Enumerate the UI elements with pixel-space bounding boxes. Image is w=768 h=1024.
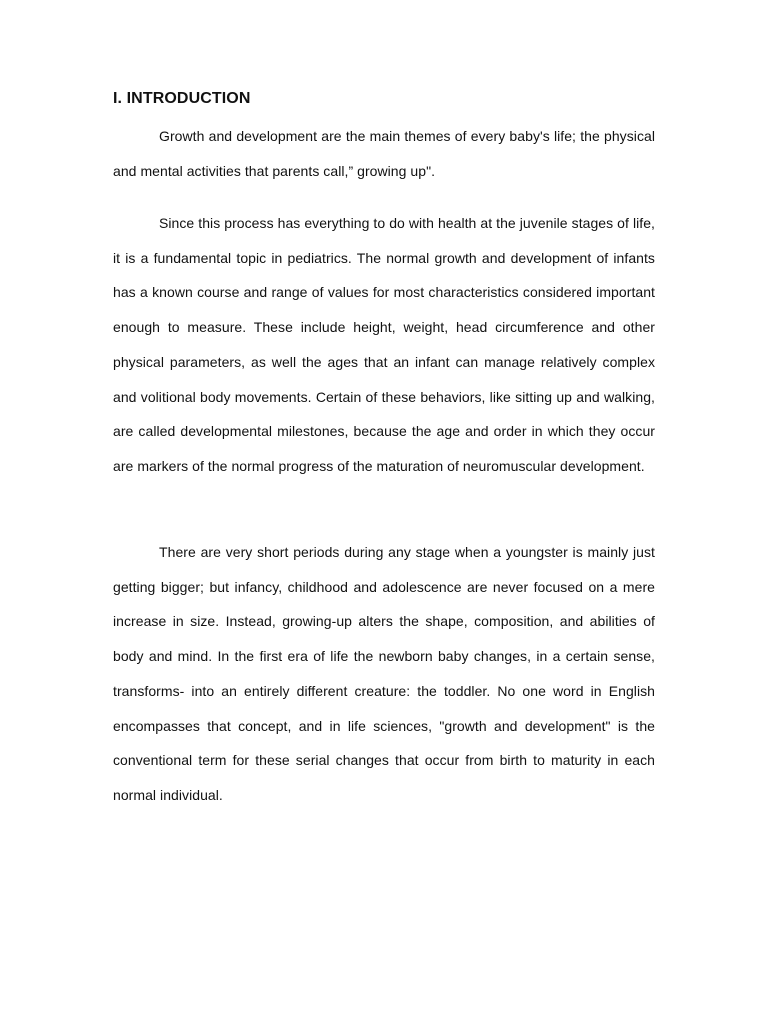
paragraph-3: There are very short periods during any stage when a youngster is mainly just getting bigger; but infancy, childhood and adolescence are never focused on a mere increase in size. Instead, growing-up alters the shape, composition, and abilities of body and mind. In the first era of life the newborn baby changes, in a certain sense, transforms- into an entirely different creature: the toddler. No one word in English encompasses that concept, and in life sciences, "growth and development" is the conventional term for these serial changes that occur from birth to maturity in each normal individual.: [113, 544, 655, 803]
paragraph-2: Since this process has everything to do with health at the juvenile stages of life, it is a fundamental topic in pediatrics. The normal growth and development of infants has a known course and range of values for most characteristics considered important enough to measure. These include height, weight, head circumference and other physical parameters, as well the ages that an infant can manage relatively complex and volitional body movements. Certain of these behaviors, like sitting up and walking, are called developmental milestones, because the age and order in which they occur are markers of the normal progress of the maturation of neuromuscular development.: [113, 215, 655, 474]
paragraph-1: Growth and development are the main themes of every baby's life; the physical and mental activities that parents call,” growing up".: [113, 128, 655, 179]
section-heading: I. INTRODUCTION: [113, 90, 251, 107]
